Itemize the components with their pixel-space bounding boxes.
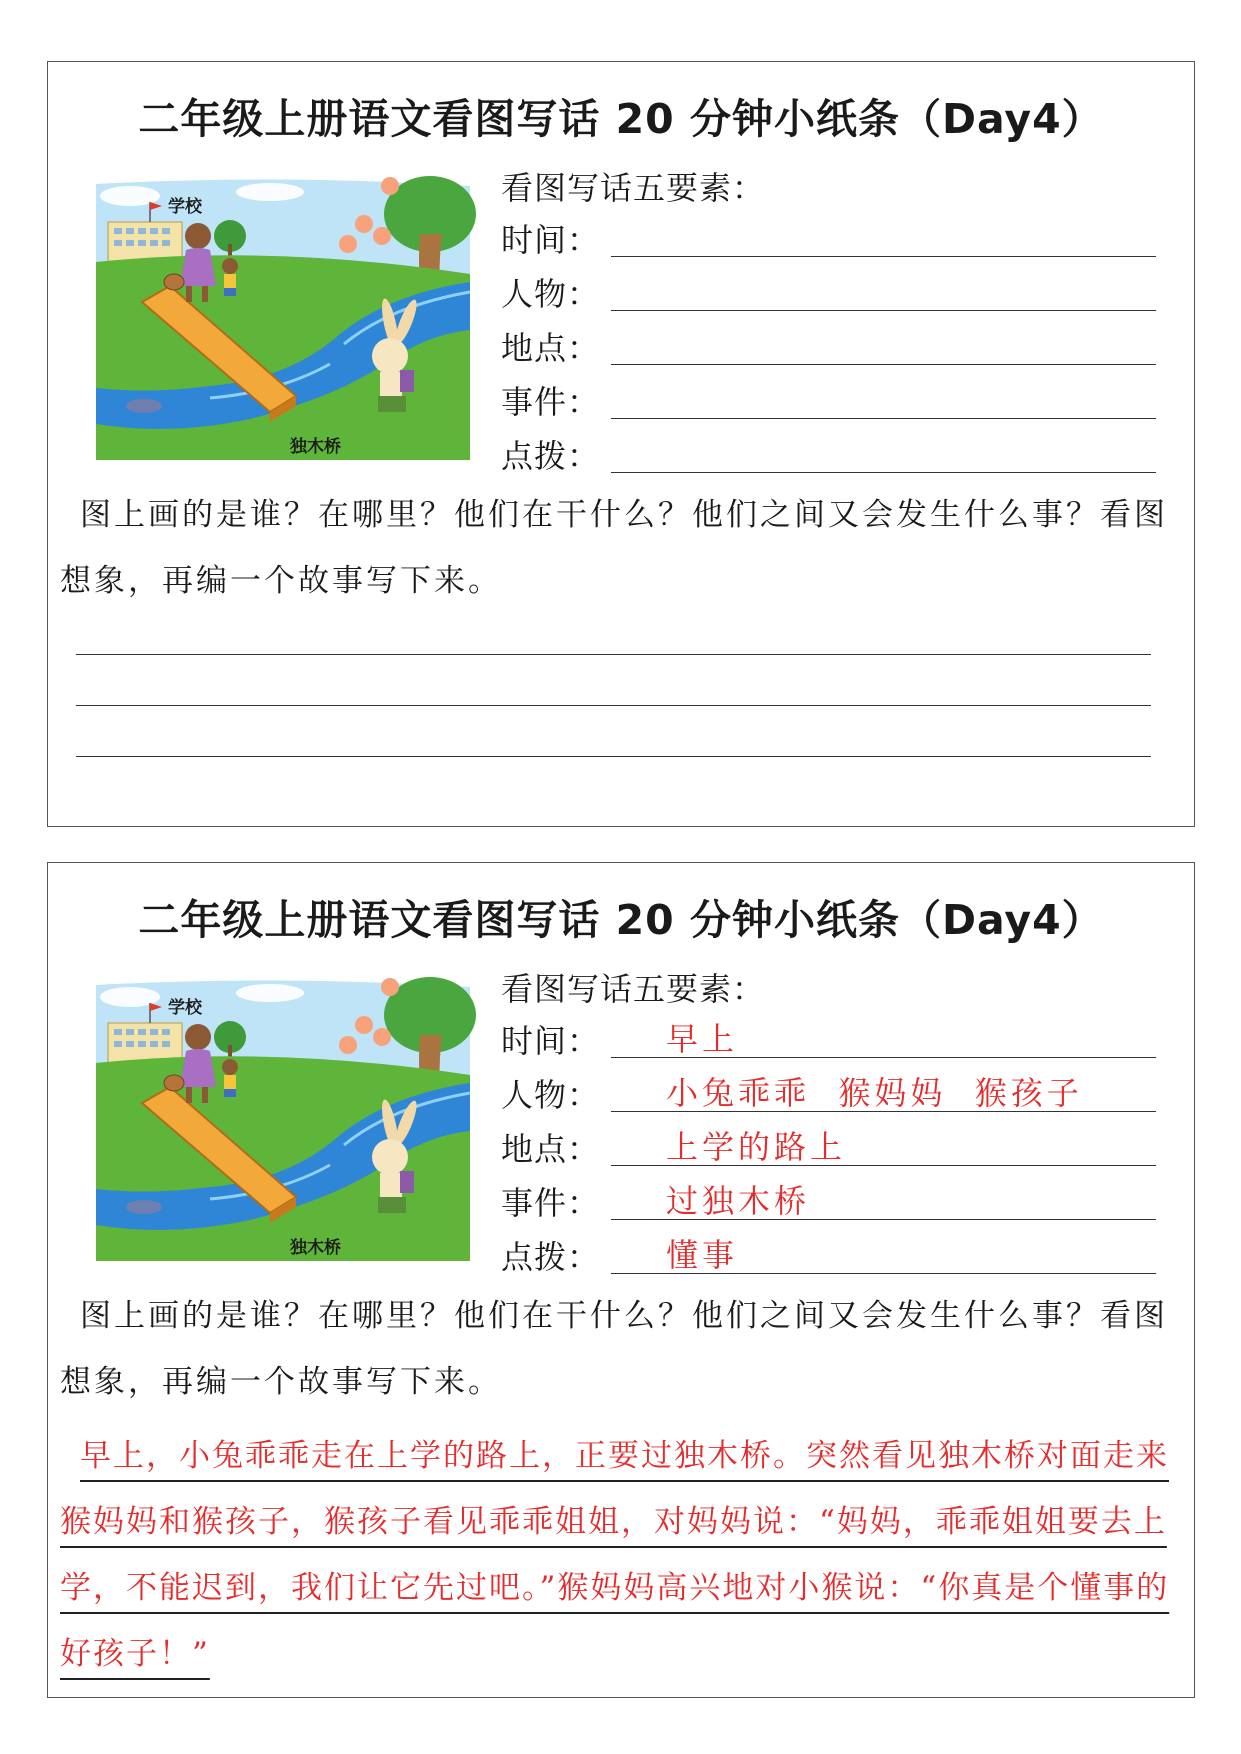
element-row-characters <box>501 1069 1161 1123</box>
element-row-hint <box>501 1231 1161 1285</box>
worksheet-title: 二年级上册语文看图写话 20 分钟小纸条（Day4） <box>138 896 1104 944</box>
element-label: 地点： <box>501 1130 601 1168</box>
answer-line[interactable] <box>611 1111 1156 1112</box>
element-row-event <box>501 376 1161 430</box>
element-label: 人物： <box>501 275 601 313</box>
answer-line[interactable] <box>611 472 1156 473</box>
answer-time: 早上 <box>666 1020 739 1058</box>
element-label: 人物： <box>501 1076 601 1114</box>
writing-prompt: 图上画的是谁？在哪里？他们在干什么？他们之间又会发生什么事？看图想象，再编一个故事写下来。 <box>60 1298 1168 1400</box>
answer-line[interactable] <box>611 1219 1156 1220</box>
element-row-place <box>501 322 1161 376</box>
writing-line[interactable] <box>76 654 1151 655</box>
school-label: 学校 <box>168 197 202 217</box>
elements-heading: 看图写话五要素： <box>501 970 766 1008</box>
bridge-label: 独木桥 <box>290 1238 341 1258</box>
element-row-time <box>501 214 1161 268</box>
element-label: 地点： <box>501 329 601 367</box>
five-elements <box>501 162 1161 484</box>
bridge-label: 独木桥 <box>290 437 341 457</box>
answer-event: 过独木桥 <box>666 1182 811 1220</box>
worksheet-title: 二年级上册语文看图写话 20 分钟小纸条（Day4） <box>138 95 1104 143</box>
answer-line[interactable] <box>611 364 1156 365</box>
answer-line[interactable] <box>611 1165 1156 1166</box>
element-label: 时间： <box>501 1022 601 1060</box>
answer-line[interactable] <box>611 1273 1156 1274</box>
answer-line[interactable] <box>611 310 1156 311</box>
element-row-characters <box>501 268 1161 322</box>
answer-line[interactable] <box>611 256 1156 257</box>
element-label: 点拨： <box>501 1238 601 1276</box>
element-row-place <box>501 1123 1161 1177</box>
element-label: 事件： <box>501 1184 601 1222</box>
story-picture <box>90 975 476 1267</box>
answer-place: 上学的路上 <box>666 1128 847 1166</box>
element-row-event <box>501 1177 1161 1231</box>
element-label: 事件： <box>501 383 601 421</box>
answer-line[interactable] <box>611 418 1156 419</box>
writing-line[interactable] <box>76 705 1151 706</box>
worksheet-card-blank <box>47 61 1195 827</box>
five-elements <box>501 963 1161 1285</box>
answer-line[interactable] <box>611 1057 1156 1058</box>
element-label: 时间： <box>501 221 601 259</box>
writing-prompt: 图上画的是谁？在哪里？他们在干什么？他们之间又会发生什么事？看图想象，再编一个故事写下来。 <box>60 497 1168 599</box>
writing-line[interactable] <box>76 756 1151 757</box>
school-label: 学校 <box>168 998 202 1018</box>
story-picture <box>90 174 476 466</box>
story-answer: 早上，小兔乖乖走在上学的路上，正要过独木桥。突然看见独木桥对面走来猴妈妈和猴孩子，猴孩子看见乖乖姐姐，对妈妈说：“妈妈，乖乖姐姐要去上学，不能迟到，我们让它先过吧。”猴妈妈高兴地对小猴说：“你真是个懂事的好孩子！” <box>60 1438 1170 1672</box>
worksheet-card-answered <box>47 862 1195 1698</box>
answer-characters: 小兔乖乖 猴妈妈 猴孩子 <box>666 1074 1083 1112</box>
answer-hint: 懂事 <box>666 1236 739 1274</box>
element-row-hint <box>501 430 1161 484</box>
elements-heading: 看图写话五要素： <box>501 169 766 207</box>
element-label: 点拨： <box>501 437 601 475</box>
element-row-time <box>501 1015 1161 1069</box>
